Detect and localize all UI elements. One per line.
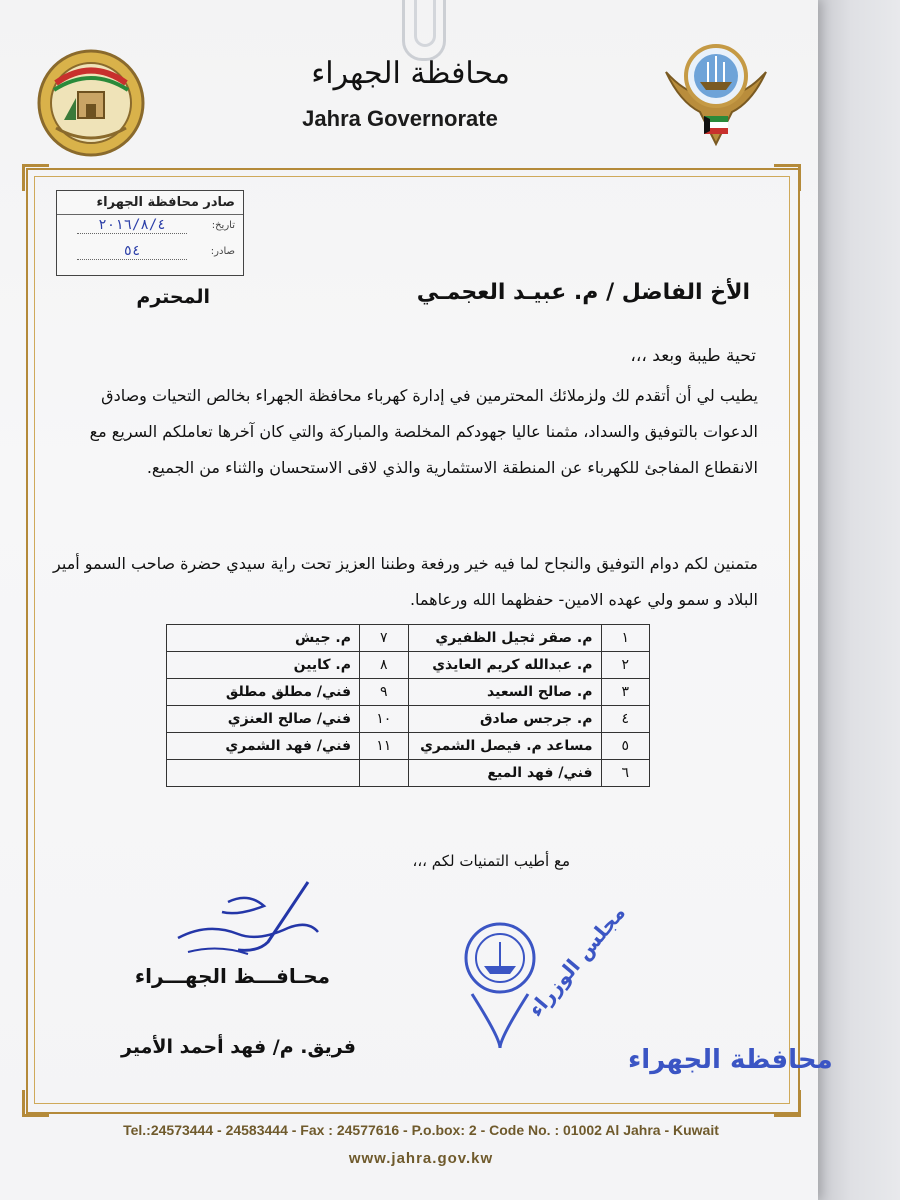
footer-website: www.jahra.gov.kw (348, 1150, 494, 1167)
member-name: م. صالح السعيد (408, 679, 601, 706)
row-number: ١ (601, 625, 650, 652)
outgoing-box-title: صادر محافظة الجهراء (57, 191, 243, 215)
governorate-title-arabic: محافظة الجهراء (311, 56, 510, 91)
signatory-name: فريق. م/ فهد أحمد الأمير (121, 1036, 356, 1058)
member-name: م. عبدالله كريم العايذي (408, 652, 601, 679)
number-label: صادر: (210, 246, 235, 257)
outgoing-number-row (57, 241, 243, 267)
background-edge (818, 0, 900, 1200)
kuwait-emblem-icon (660, 32, 772, 150)
stamp-council-text: مجلس الوزراء (523, 900, 631, 1022)
greeting: تحية طيبة وبعد ،،، (630, 346, 756, 366)
body-paragraph-1: يطيب لي أن أتقدم لك ولزملائك المحترمين في إدارة كهرباء محافظة الجهراء بخالص التحيات وصادق الدعوات بالتوفيق والسداد، مثمنا عاليا جهودكم المخلصة والمباركة والتي كان آخرها تعاملكم السريع مع الانقطاع المفاجئ للكهرباء عن المنطقة الاستثمارية والذي لاقى الاستحسان والثناء من الجميع. (89, 386, 758, 477)
date-value: ٢٠١٦/٨/٤ (77, 217, 187, 234)
row-number: ٧ (360, 625, 409, 652)
table-row (167, 760, 650, 787)
frame-corner (22, 1090, 49, 1117)
table-row (167, 652, 650, 679)
member-name: فني/ فهد الشمري (167, 733, 360, 760)
row-number (360, 760, 409, 787)
handwritten-signature-icon (168, 872, 328, 962)
member-name: مساعد م. فيصل الشمري (408, 733, 601, 760)
row-number: ٢ (601, 652, 650, 679)
stamp-label: محافظة الجهراء (628, 1045, 833, 1075)
table-row (167, 625, 650, 652)
row-number: ١٠ (360, 706, 409, 733)
footer-contact: Tel.:24573444 - 24583444 - Fax : 24577616 - P.o.box: 2 - Code No. : 01002 Al Jahra - Kuwait (123, 1122, 719, 1138)
signatory-title: محـافـــظ الجهـــراء (134, 964, 330, 988)
governorate-title-english: Jahra Governorate (302, 106, 498, 131)
member-name (167, 760, 360, 787)
official-stamp-icon (388, 900, 833, 1078)
row-number: ٣ (601, 679, 650, 706)
row-number: ٥ (601, 733, 650, 760)
addressee: الأخ الفاضل / م. عبيـد العجمـي (416, 280, 750, 305)
row-number: ٨ (360, 652, 409, 679)
row-number: ٦ (601, 760, 650, 787)
frame-corner (774, 164, 801, 191)
honorific: المحترم (136, 286, 210, 308)
outgoing-date-row (57, 215, 243, 241)
team-names-table (166, 624, 650, 787)
body-paragraph-2: متمنين لكم دوام التوفيق والنجاح لما فيه خير ورفعة وطننا العزيز تحت راية سيدي حضرة صاحب السمو أمير البلاد و سمو ولي عهده الامين- حفظهما الله ورعاهما. (53, 554, 758, 609)
member-name: م. صقر ثجيل الظفيري (408, 625, 601, 652)
member-name: م. كايين (167, 652, 360, 679)
number-value: ٥٤ (77, 243, 187, 260)
member-name: فني/ مطلق مطلق (167, 679, 360, 706)
table-row (167, 706, 650, 733)
row-number: ٤ (601, 706, 650, 733)
frame-corner (774, 1090, 801, 1117)
row-number: ٩ (360, 679, 409, 706)
row-number: ١١ (360, 733, 409, 760)
table-row (167, 733, 650, 760)
outgoing-reference-box (56, 190, 244, 276)
jahra-emblem-icon (36, 48, 146, 158)
paper-clip-inner-icon (414, 0, 436, 47)
frame-corner (22, 164, 49, 191)
member-name: م. جرجس صادق (408, 706, 601, 733)
date-label: تاريخ: (211, 220, 235, 231)
member-name: م. جيش (167, 625, 360, 652)
member-name: فني/ صالح العنزي (167, 706, 360, 733)
table-row (167, 679, 650, 706)
closing-line: مع أطيب التمنيات لكم ،،، (412, 852, 570, 870)
member-name: فني/ فهد الميع (408, 760, 601, 787)
